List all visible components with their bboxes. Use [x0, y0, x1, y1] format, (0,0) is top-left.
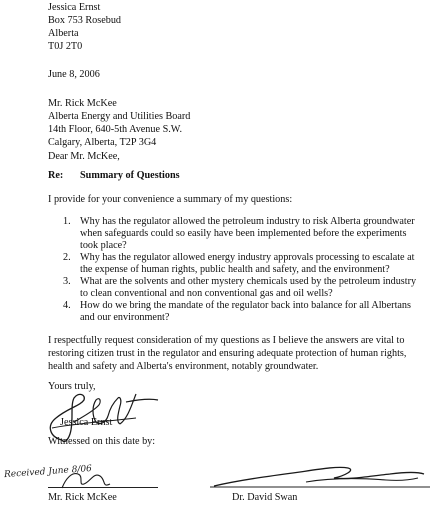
question-line: Why has the regulator allowed the petroleum industry to risk Alberta groundwater [80, 216, 415, 227]
closing-line: I respectfully request consideration of my questions as I believe the answers are vital to [48, 335, 405, 346]
question-number: 1. [63, 216, 71, 227]
sender-name: Jessica Ernst [48, 2, 101, 13]
signature-rick-mckee [58, 458, 118, 492]
letter-date: June 8, 2006 [48, 69, 100, 80]
question-number: 2. [63, 252, 71, 263]
salutation: Dear Mr. McKee, [48, 151, 120, 162]
question-line: when safeguards could so easily have been implemented before the experiments [80, 228, 407, 239]
question-number: 3. [63, 276, 71, 287]
recipient-city: Calgary, Alberta, T2P 3G4 [48, 137, 157, 148]
question-line: took place? [80, 240, 127, 251]
closing-line: restoring citizen trust in the regulator and ensuring adequate protection of human rights, [48, 348, 407, 359]
question-line: How do we bring the mandate of the regulator back into balance for all Albertans [80, 300, 411, 311]
witness-2-name: Dr. David Swan [232, 492, 298, 503]
sender-address: Box 753 Rosebud [48, 15, 122, 26]
sender-province: Alberta [48, 28, 79, 39]
closing-line: health and safety and Alberta's environment, notably groundwater. [48, 361, 319, 372]
handwritten-received-note: Received June 8/06 [3, 463, 93, 481]
question-line: Why has the regulator allowed energy industry approvals processing to escalate at [80, 252, 415, 263]
witness-1-name: Mr. Rick McKee [48, 492, 117, 503]
intro-text: I provide for your convenience a summary of my questions: [48, 194, 293, 205]
valediction: Yours truly, [48, 381, 96, 392]
question-line: What are the solvents and other mystery chemicals used by the petroleum industry [80, 276, 417, 287]
recipient-name: Mr. Rick McKee [48, 98, 117, 109]
subject-prefix: Re: [48, 170, 64, 181]
question-line: the expense of human rights, public health and safety, and the environment? [80, 264, 390, 275]
signer-name: Jessica Ernst [60, 417, 113, 428]
recipient-org: Alberta Energy and Utilities Board [48, 111, 191, 122]
sender-postal: T0J 2T0 [48, 41, 83, 52]
question-line: to clean conventional and non conventional gas and oil wells? [80, 288, 333, 299]
signature-david-swan [210, 458, 430, 494]
subject-line: Summary of Questions [80, 170, 180, 181]
witnessed-text: Witnessed on this date by: [48, 436, 156, 447]
recipient-street: 14th Floor, 640-5th Avenue S.W. [48, 124, 183, 135]
question-line: and our environment? [80, 312, 170, 323]
question-number: 4. [63, 300, 71, 311]
